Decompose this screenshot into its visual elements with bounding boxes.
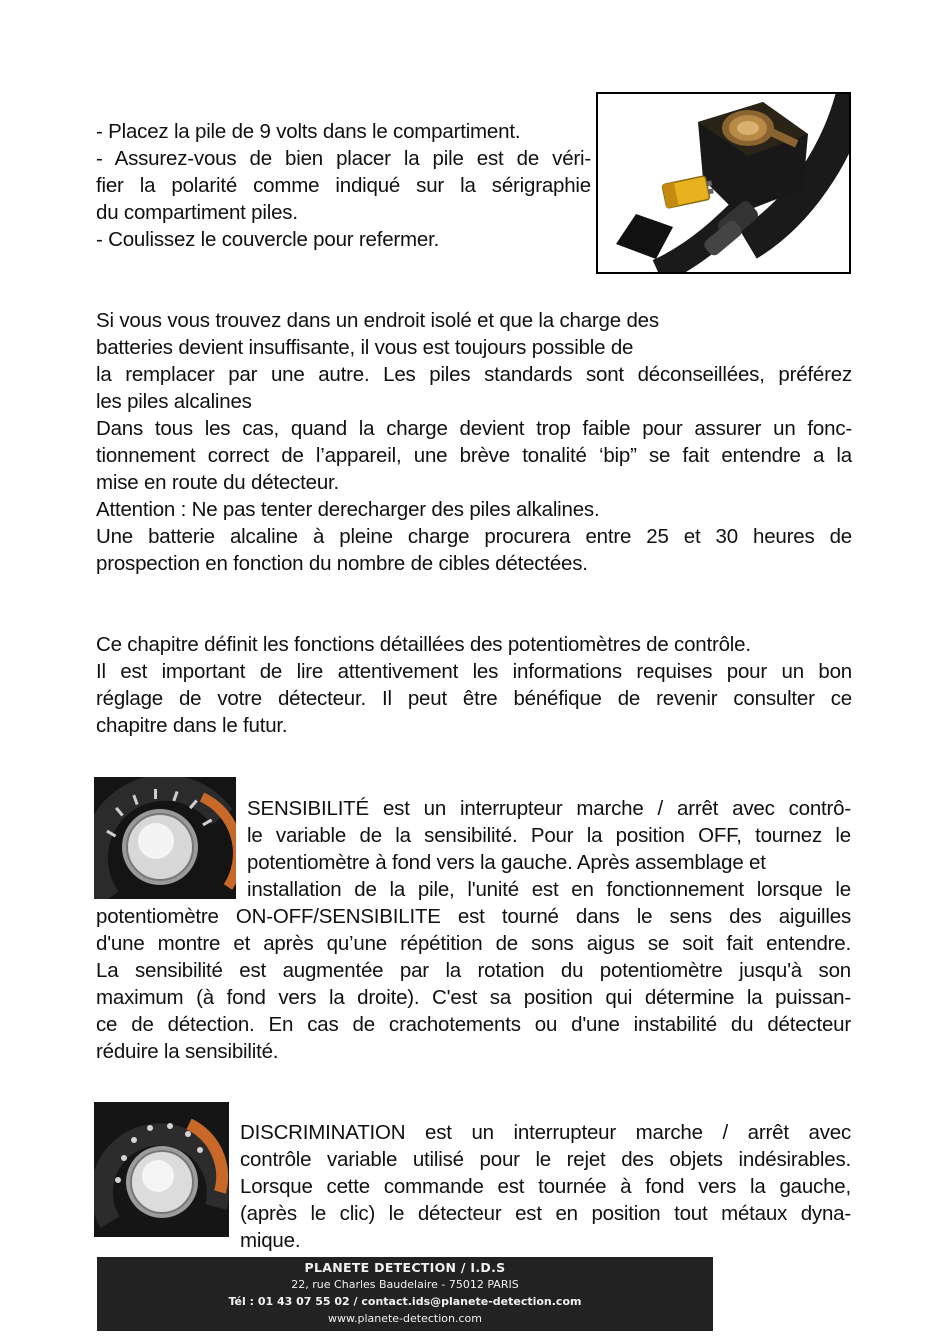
- company-address: 22, rue Charles Baudelaire - 75012 PARIS: [291, 1278, 519, 1291]
- text-line: réglage de votre détecteur. Il peut être bénéfique de revenir consulter ce: [96, 687, 852, 710]
- battery-step-line: - Coulissez le couvercle pour refermer.: [96, 228, 440, 251]
- text-line: Lorsque cette commande est tournée à fond vers la gauche,: [240, 1175, 851, 1198]
- text-line: (après le clic) le détecteur est en position tout métaux dyna-: [240, 1202, 851, 1225]
- text-line: installation de la pile, l'unité est en fonctionnement lorsque le: [247, 878, 851, 901]
- text-line: Attention : Ne pas tenter derecharger des piles alkalines.: [96, 498, 600, 521]
- text-line: prospection en fonction du nombre de cibles détectées.: [96, 552, 588, 575]
- text-line: La sensibilité est augmentée par la rotation du potentiomètre jusqu'à son: [96, 959, 851, 982]
- battery-steps: [96, 118, 591, 253]
- company-website: www.planete-detection.com: [328, 1312, 482, 1325]
- sensibilite-paragraph-bottom: [96, 903, 851, 1065]
- text-line: chapitre dans le futur.: [96, 714, 288, 737]
- company-contact: Tél : 01 43 07 55 02 / contact.ids@planete-detection.com: [228, 1295, 582, 1308]
- discrimination-knob-icon: [94, 1102, 229, 1237]
- text-line: Il est important de lire attentivement les informations requises pour un bon: [96, 660, 852, 683]
- text-line: les piles alcalines: [96, 390, 252, 413]
- chapter-intro-paragraph: [96, 631, 852, 739]
- text-line: réduire la sensibilité.: [96, 1040, 279, 1063]
- text-line: Une batterie alcaline à pleine charge procurera entre 25 et 30 heures de: [96, 525, 852, 548]
- text-line: potentiomètre à fond vers la gauche. Après assemblage et: [247, 851, 766, 874]
- battery-step-line: - Placez la pile de 9 volts dans le compartiment.: [96, 120, 521, 143]
- text-line: ce de détection. En cas de crachotements ou d'une instabilité du détecteur: [96, 1013, 851, 1036]
- text-line: Dans tous les cas, quand la charge devient trop faible pour assurer un fonc-: [96, 417, 852, 440]
- sensibilite-paragraph-top: [247, 795, 851, 903]
- text-line: potentiomètre ON-OFF/SENSIBILITE est tourné dans le sens des aiguilles: [96, 905, 851, 928]
- battery-info-paragraph: [96, 307, 852, 577]
- text-line: DISCRIMINATION est un interrupteur marche / arrêt avec: [240, 1121, 851, 1144]
- battery-step-line: du compartiment piles.: [96, 201, 298, 224]
- sensitivity-knob-icon: [94, 777, 236, 899]
- battery-step-line: fier la polarité comme indiqué sur la sérigraphie: [96, 174, 591, 197]
- text-line: mique.: [240, 1229, 301, 1252]
- text-line: tionnement correct de l’appareil, une brève tonalité ‘bip” se fait entendre a la: [96, 444, 852, 467]
- battery-step-line: - Assurez-vous de bien placer la pile est de véri-: [96, 147, 591, 170]
- text-line: mise en route du détecteur.: [96, 471, 340, 494]
- text-line: Ce chapitre définit les fonctions détaillées des potentiomètres de contrôle.: [96, 633, 751, 656]
- text-line: maximum (à fond vers la droite). C'est sa position qui détermine la puissan-: [96, 986, 851, 1009]
- discrimination-paragraph: [240, 1119, 851, 1254]
- text-line: batteries devient insuffisante, il vous est toujours possible de: [96, 336, 634, 359]
- company-footer: [97, 1257, 713, 1331]
- text-line: contrôle variable utilisé pour le rejet des objets indésirables.: [240, 1148, 851, 1171]
- text-line: SENSIBILITÉ est un interrupteur marche / arrêt avec contrô-: [247, 797, 851, 820]
- text-line: la remplacer par une autre. Les piles standards sont déconseillées, préférez: [96, 363, 852, 386]
- detector-battery-photo-icon: [598, 94, 849, 272]
- text-line: le variable de la sensibilité. Pour la position OFF, tournez le: [247, 824, 851, 847]
- text-line: d'une montre et après qu’une répétition de sons aigus se soit fait entendre.: [96, 932, 851, 955]
- text-line: Si vous vous trouvez dans un endroit isolé et que la charge des: [96, 309, 659, 332]
- detector-battery-photo: [596, 92, 851, 274]
- company-name: PLANETE DETECTION / I.D.S: [304, 1260, 506, 1275]
